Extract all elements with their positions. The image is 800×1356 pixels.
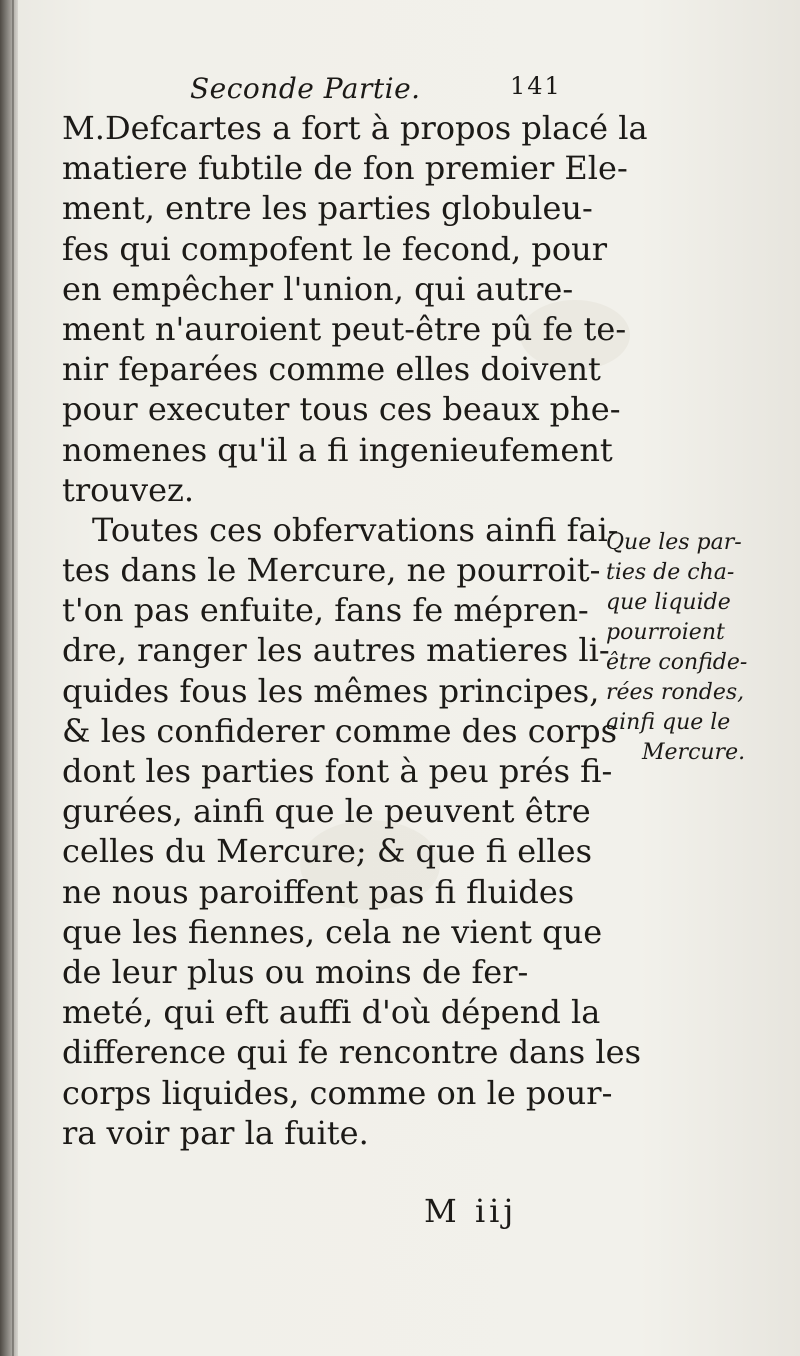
margin-note bbox=[606, 528, 786, 768]
running-head bbox=[190, 72, 610, 112]
binding-edge bbox=[0, 0, 18, 1356]
text-line: gurées, ainfi que le peuvent être bbox=[62, 792, 591, 831]
margin-note-line: pourroient bbox=[606, 620, 725, 645]
margin-note-line: que liquide bbox=[606, 590, 731, 615]
text-line: matiere fubtile de fon premier Ele- bbox=[62, 149, 628, 188]
text-line: t'on pas enfuite, fans fe mépren- bbox=[62, 591, 589, 630]
text-line: dre, ranger les autres matieres li- bbox=[62, 631, 610, 670]
text-line: de leur plus ou moins de fer- bbox=[62, 952, 529, 991]
margin-note-line: ainfi que le bbox=[606, 710, 731, 735]
text-line: Toutes ces obfervations ainfi fai- bbox=[92, 510, 619, 549]
text-line: celles du Mercure; & que fi elles bbox=[62, 832, 592, 871]
body-text bbox=[62, 108, 648, 1153]
margin-note-line: Que les par- bbox=[606, 530, 742, 555]
text-line: nir feparées comme elles doivent bbox=[62, 350, 601, 389]
running-head-title: Seconde Partie. bbox=[190, 72, 421, 105]
text-line: & les confiderer comme des corps bbox=[62, 711, 618, 750]
signature-mark: M iij bbox=[424, 1192, 518, 1230]
text-line: difference qui fe rencontre dans les bbox=[62, 1033, 641, 1072]
text-line: ra voir par la fuite. bbox=[62, 1113, 369, 1152]
margin-note-line: Mercure. bbox=[642, 740, 746, 765]
text-line: meté, qui eft auffi d'où dépend la bbox=[62, 993, 601, 1032]
text-line: ment, entre les parties globuleu- bbox=[62, 189, 593, 228]
page-number: 141 bbox=[510, 72, 562, 100]
margin-note-line: ties de cha- bbox=[606, 560, 735, 585]
text-line: fes qui compofent le fecond, pour bbox=[62, 229, 607, 268]
margin-note-line: rées rondes, bbox=[606, 680, 745, 705]
text-line: corps liquides, comme on le pour- bbox=[62, 1073, 613, 1112]
text-line: nomenes qu'il a fi ingenieufement bbox=[62, 430, 613, 469]
fold-line bbox=[12, 0, 14, 1356]
margin-note-line: être confide- bbox=[606, 650, 748, 675]
text-line: pour executer tous ces beaux phe- bbox=[62, 390, 621, 429]
text-line: en empêcher l'union, qui autre- bbox=[62, 269, 574, 308]
text-line: dont les parties font à peu prés fi- bbox=[62, 752, 613, 790]
text-line: M.Defcartes a fort à propos placé la bbox=[62, 109, 648, 147]
text-line: trouvez. bbox=[62, 470, 195, 509]
text-line: ne nous paroiffent pas fi fluides bbox=[62, 872, 575, 911]
text-line: ment n'auroient peut-être pû fe te- bbox=[62, 309, 627, 348]
text-line: tes dans le Mercure, ne pourroit- bbox=[62, 551, 601, 590]
text-line: quides fous les mêmes principes, bbox=[62, 671, 600, 710]
text-line: que les fiennes, cela ne vient que bbox=[62, 912, 603, 951]
